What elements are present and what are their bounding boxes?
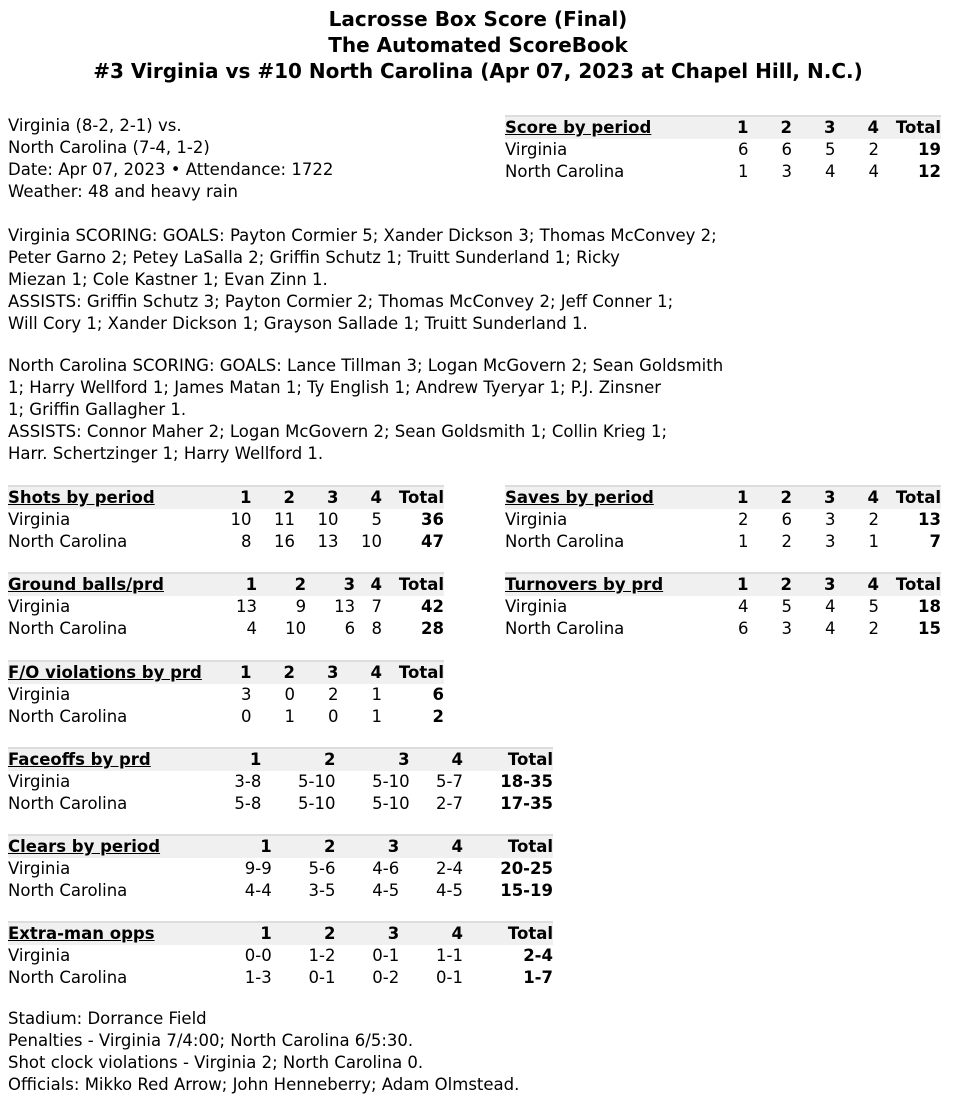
penalties-line: Penalties - Virginia 7/4:00; North Carolina 6/5:30. bbox=[8, 1031, 414, 1050]
table-row bbox=[8, 967, 553, 989]
total-cell: 28 bbox=[421, 619, 444, 638]
unc-scoring-line: North Carolina SCORING: GOALS: Lance Tillman 3; Logan McGovern 2; Sean Goldsmith bbox=[8, 356, 724, 375]
table-row bbox=[505, 509, 941, 531]
cell: 5-10 bbox=[372, 772, 410, 791]
table-row bbox=[8, 596, 444, 618]
cell: 3 bbox=[781, 162, 792, 181]
table-title: Extra-man opps bbox=[8, 922, 208, 945]
cell: 4 bbox=[738, 597, 749, 616]
total-cell: 1-7 bbox=[523, 968, 553, 987]
saves-by-period-table bbox=[505, 485, 941, 553]
cell: 7 bbox=[371, 597, 382, 616]
cell: 10 bbox=[230, 510, 252, 529]
cell: 1 bbox=[371, 707, 382, 726]
cell: 4 bbox=[825, 597, 836, 616]
col-header: 1 bbox=[705, 116, 749, 139]
table-title: Clears by period bbox=[8, 835, 208, 858]
col-header: 4 bbox=[339, 661, 383, 684]
table-header-row bbox=[8, 922, 553, 945]
col-header: 4 bbox=[339, 486, 383, 509]
fo-violations-table bbox=[8, 660, 444, 728]
table-header-row bbox=[505, 486, 941, 509]
col-header: 4 bbox=[836, 573, 880, 596]
col-header: Total bbox=[879, 486, 941, 509]
stadium-line: Stadium: Dorrance Field bbox=[8, 1009, 207, 1028]
report-subtitle: The Automated ScoreBook bbox=[328, 33, 628, 57]
col-header: Total bbox=[382, 661, 444, 684]
table-title: Shots by period bbox=[8, 486, 208, 509]
col-header: 2 bbox=[261, 748, 335, 771]
col-header: Total bbox=[463, 835, 553, 858]
unc-assists-line: Harr. Schertzinger 1; Harry Wellford 1. bbox=[8, 444, 324, 463]
col-header: 4 bbox=[399, 835, 463, 858]
cell: 16 bbox=[274, 532, 295, 551]
cell: 0-1 bbox=[308, 968, 336, 987]
total-cell: 36 bbox=[421, 510, 444, 529]
col-header: 3 bbox=[295, 486, 339, 509]
table-row bbox=[505, 161, 941, 183]
officials-line: Officials: Mikko Red Arrow; John Henneberry; Adam Olmstead. bbox=[8, 1075, 520, 1094]
cell: 1-1 bbox=[436, 946, 463, 965]
table-row bbox=[8, 945, 553, 967]
table-row bbox=[8, 684, 444, 706]
team-name: North Carolina bbox=[8, 794, 128, 813]
cell: 3 bbox=[781, 619, 792, 638]
cell: 0-1 bbox=[436, 968, 463, 987]
col-header: 2 bbox=[749, 116, 793, 139]
col-header: 3 bbox=[792, 486, 836, 509]
table-title: Faceoffs by prd bbox=[8, 748, 208, 771]
virginia-assists-line: Will Cory 1; Xander Dickson 1; Grayson Sallade 1; Truitt Sunderland 1. bbox=[8, 314, 588, 333]
table-row bbox=[8, 531, 444, 553]
cell: 0-0 bbox=[244, 946, 272, 965]
col-header: Total bbox=[879, 116, 941, 139]
info-visitor: Virginia (8-2, 2-1) vs. bbox=[8, 116, 182, 135]
cell: 6 bbox=[781, 140, 792, 159]
virginia-scoring-line: Virginia SCORING: GOALS: Payton Cormier 5; Xander Dickson 3; Thomas McConvey 2; bbox=[8, 226, 717, 245]
cell: 4-6 bbox=[372, 859, 400, 878]
team-name: Virginia bbox=[505, 597, 568, 616]
table-title: Turnovers by prd bbox=[505, 573, 705, 596]
table-header-row bbox=[8, 835, 553, 858]
cell: 5-10 bbox=[298, 772, 336, 791]
col-header: 2 bbox=[252, 486, 296, 509]
table-row bbox=[505, 139, 941, 161]
cell: 9 bbox=[295, 597, 307, 616]
team-name: North Carolina bbox=[8, 968, 128, 987]
team-name: Virginia bbox=[8, 510, 71, 529]
cell: 2-7 bbox=[436, 794, 463, 813]
cell: 10 bbox=[361, 532, 382, 551]
unc-scoring-line: 1; Griffin Gallagher 1. bbox=[8, 400, 187, 419]
cell: 1 bbox=[371, 685, 382, 704]
virginia-assists-line: ASSISTS: Griffin Schutz 3; Payton Cormier 2; Thomas McConvey 2; Jeff Conner 1; bbox=[8, 292, 674, 311]
team-name: North Carolina bbox=[505, 162, 625, 181]
cell: 6 bbox=[738, 619, 749, 638]
col-header: 3 bbox=[335, 748, 409, 771]
cell: 3-8 bbox=[234, 772, 262, 791]
cell: 5 bbox=[371, 510, 382, 529]
total-cell: 7 bbox=[929, 532, 941, 551]
col-header: 3 bbox=[306, 573, 355, 596]
cell: 3 bbox=[825, 532, 836, 551]
col-header: 2 bbox=[749, 486, 793, 509]
cell: 2 bbox=[868, 140, 879, 159]
cell: 6 bbox=[344, 619, 356, 638]
col-header: 3 bbox=[336, 922, 400, 945]
table-header-row bbox=[8, 748, 553, 771]
cell: 0 bbox=[284, 685, 295, 704]
cell: 5 bbox=[781, 597, 792, 616]
team-name: Virginia bbox=[505, 510, 568, 529]
col-header: 1 bbox=[208, 573, 257, 596]
cell: 0-2 bbox=[372, 968, 400, 987]
team-name: North Carolina bbox=[8, 707, 128, 726]
cell: 5-8 bbox=[234, 794, 262, 813]
cell: 13 bbox=[334, 597, 356, 616]
team-name: Virginia bbox=[8, 859, 71, 878]
faceoffs-table bbox=[8, 747, 553, 815]
team-name: Virginia bbox=[505, 140, 568, 159]
report-title: Lacrosse Box Score (Final) bbox=[328, 7, 628, 31]
cell: 1 bbox=[738, 162, 749, 181]
unc-scoring-line: 1; Harry Wellford 1; James Matan 1; Ty English 1; Andrew Tyeryar 1; P.J. Zinsner bbox=[8, 378, 662, 397]
cell: 6 bbox=[738, 140, 749, 159]
cell: 4-5 bbox=[436, 881, 463, 900]
cell: 4-4 bbox=[244, 881, 272, 900]
cell: 1-3 bbox=[244, 968, 272, 987]
cell: 5 bbox=[868, 597, 879, 616]
team-name: North Carolina bbox=[505, 619, 625, 638]
total-cell: 13 bbox=[918, 510, 941, 529]
cell: 4 bbox=[246, 619, 258, 638]
table-row bbox=[8, 618, 444, 640]
cell: 1 bbox=[738, 532, 749, 551]
table-row bbox=[8, 509, 444, 531]
clears-table bbox=[8, 834, 553, 902]
team-name: North Carolina bbox=[8, 619, 128, 638]
col-header: 3 bbox=[295, 661, 339, 684]
cell: 2 bbox=[328, 685, 339, 704]
cell: 0 bbox=[241, 707, 252, 726]
table-title: Score by period bbox=[505, 116, 705, 139]
table-row bbox=[8, 771, 553, 793]
table-row bbox=[505, 596, 941, 618]
table-title: F/O violations by prd bbox=[8, 661, 208, 684]
cell: 5-10 bbox=[372, 794, 410, 813]
total-cell: 17-35 bbox=[500, 794, 553, 813]
col-header: 2 bbox=[749, 573, 793, 596]
col-header: 1 bbox=[208, 748, 261, 771]
total-cell: 15 bbox=[918, 619, 941, 638]
col-header: 3 bbox=[336, 835, 400, 858]
table-row bbox=[8, 880, 553, 902]
team-name: North Carolina bbox=[8, 881, 128, 900]
col-header: 2 bbox=[272, 835, 336, 858]
col-header: 4 bbox=[410, 748, 463, 771]
col-header: 2 bbox=[252, 661, 296, 684]
cell: 1 bbox=[284, 707, 295, 726]
shots-by-period-table bbox=[8, 485, 444, 553]
total-cell: 20-25 bbox=[500, 859, 553, 878]
team-name: Virginia bbox=[8, 946, 71, 965]
cell: 3 bbox=[241, 685, 252, 704]
col-header: 4 bbox=[355, 573, 382, 596]
cell: 13 bbox=[317, 532, 339, 551]
col-header: Total bbox=[463, 922, 553, 945]
cell: 6 bbox=[781, 510, 792, 529]
cell: 2-4 bbox=[436, 859, 463, 878]
table-header-row bbox=[505, 116, 941, 139]
table-header-row bbox=[8, 486, 444, 509]
col-header: 2 bbox=[272, 922, 336, 945]
total-cell: 42 bbox=[421, 597, 444, 616]
score-by-period-table bbox=[505, 115, 941, 183]
shot-clock-line: Shot clock violations - Virginia 2; North Carolina 0. bbox=[8, 1053, 424, 1072]
table-header-row bbox=[8, 573, 444, 596]
cell: 5-6 bbox=[308, 859, 336, 878]
cell: 10 bbox=[317, 510, 339, 529]
game-title: #3 Virginia vs #10 North Carolina (Apr 07, 2023 at Chapel Hill, N.C.) bbox=[93, 59, 863, 83]
col-header: Total bbox=[879, 573, 941, 596]
cell: 3-5 bbox=[308, 881, 336, 900]
info-home: North Carolina (7-4, 1-2) bbox=[8, 138, 210, 157]
cell: 4 bbox=[825, 162, 836, 181]
col-header: 1 bbox=[208, 835, 272, 858]
turnovers-table bbox=[505, 572, 941, 640]
col-header: 1 bbox=[208, 486, 252, 509]
cell: 8 bbox=[241, 532, 252, 551]
total-cell: 18 bbox=[918, 597, 941, 616]
extra-man-table bbox=[8, 921, 553, 989]
total-cell: 15-19 bbox=[500, 881, 553, 900]
table-row bbox=[505, 618, 941, 640]
cell: 9-9 bbox=[244, 859, 272, 878]
total-cell: 2-4 bbox=[523, 946, 553, 965]
cell: 11 bbox=[274, 510, 295, 529]
col-header: 4 bbox=[399, 922, 463, 945]
cell: 0-1 bbox=[372, 946, 400, 965]
cell: 5-7 bbox=[436, 772, 463, 791]
col-header: 1 bbox=[705, 486, 749, 509]
cell: 0 bbox=[328, 707, 339, 726]
col-header: 1 bbox=[208, 661, 252, 684]
table-title: Saves by period bbox=[505, 486, 705, 509]
virginia-scoring-line: Miezan 1; Cole Kastner 1; Evan Zinn 1. bbox=[8, 270, 328, 289]
total-cell: 2 bbox=[432, 707, 444, 726]
col-header: Total bbox=[382, 573, 444, 596]
col-header: 4 bbox=[836, 486, 880, 509]
table-header-row bbox=[505, 573, 941, 596]
col-header: 3 bbox=[792, 573, 836, 596]
cell: 2 bbox=[781, 532, 792, 551]
table-row bbox=[8, 706, 444, 728]
ground-balls-table bbox=[8, 572, 444, 640]
team-name: Virginia bbox=[8, 597, 71, 616]
total-cell: 6 bbox=[432, 685, 444, 704]
cell: 13 bbox=[236, 597, 258, 616]
col-header: Total bbox=[463, 748, 553, 771]
table-header-row bbox=[8, 661, 444, 684]
col-header: 4 bbox=[836, 116, 880, 139]
col-header: 1 bbox=[705, 573, 749, 596]
col-header: Total bbox=[382, 486, 444, 509]
cell: 4-5 bbox=[372, 881, 400, 900]
team-name: North Carolina bbox=[505, 532, 625, 551]
col-header: 2 bbox=[257, 573, 306, 596]
cell: 10 bbox=[285, 619, 307, 638]
cell: 4 bbox=[825, 619, 836, 638]
table-row bbox=[8, 793, 553, 815]
col-header: 3 bbox=[792, 116, 836, 139]
total-cell: 19 bbox=[918, 140, 941, 159]
total-cell: 18-35 bbox=[500, 772, 553, 791]
total-cell: 47 bbox=[421, 532, 444, 551]
cell: 2 bbox=[868, 510, 879, 529]
team-name: Virginia bbox=[8, 685, 71, 704]
cell: 1-2 bbox=[308, 946, 336, 965]
col-header: 1 bbox=[208, 922, 272, 945]
team-name: Virginia bbox=[8, 772, 71, 791]
unc-assists-line: ASSISTS: Connor Maher 2; Logan McGovern 2; Sean Goldsmith 1; Collin Krieg 1; bbox=[8, 422, 668, 441]
team-name: North Carolina bbox=[8, 532, 128, 551]
cell: 1 bbox=[868, 532, 879, 551]
info-date-attendance: Date: Apr 07, 2023 • Attendance: 1722 bbox=[8, 160, 334, 179]
table-row bbox=[505, 531, 941, 553]
table-row bbox=[8, 858, 553, 880]
cell: 5 bbox=[825, 140, 836, 159]
cell: 2 bbox=[738, 510, 749, 529]
cell: 8 bbox=[371, 619, 382, 638]
cell: 4 bbox=[868, 162, 879, 181]
virginia-scoring-line: Peter Garno 2; Petey LaSalla 2; Griffin Schutz 1; Truitt Sunderland 1; Ricky bbox=[8, 248, 620, 267]
cell: 2 bbox=[868, 619, 879, 638]
cell: 3 bbox=[825, 510, 836, 529]
cell: 5-10 bbox=[298, 794, 336, 813]
info-weather: Weather: 48 and heavy rain bbox=[8, 182, 238, 201]
table-title: Ground balls/prd bbox=[8, 573, 208, 596]
total-cell: 12 bbox=[918, 162, 941, 181]
